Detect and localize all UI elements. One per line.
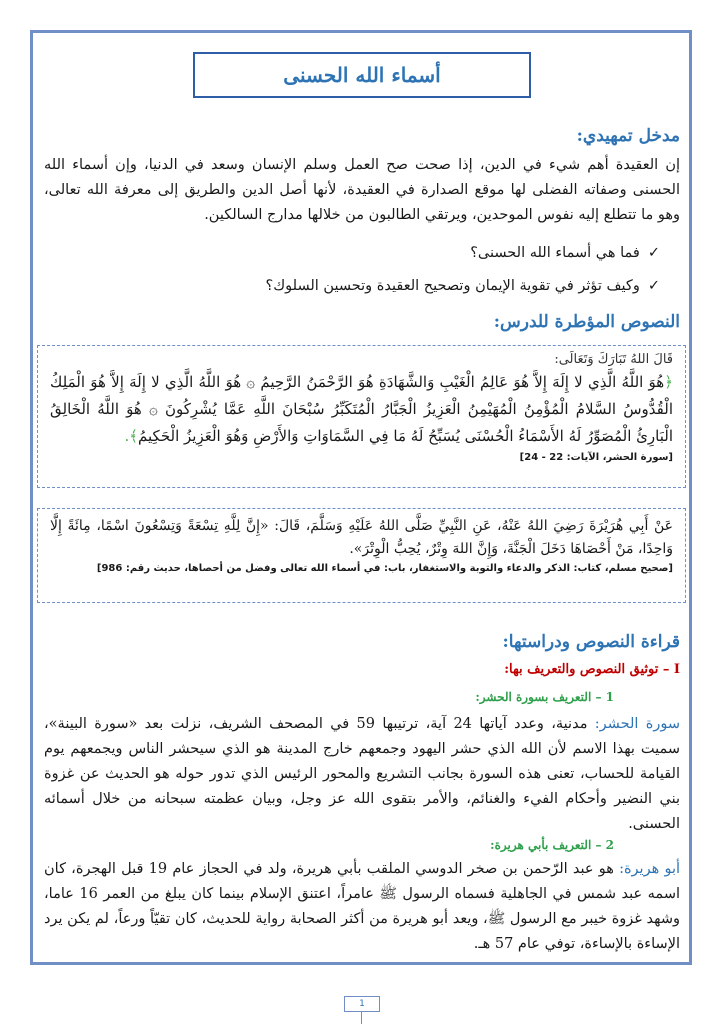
surah-paragraph: سورة الحشر: مدنية، وعدد آياتها 24 آية، ترتيبها 59 في المصحف الشريف، نزلت بعد «سورة البينة»، سميت بهذا الاسم لأن الله الذي حشر اليهود وجمعهم خارج المدينة هو الذي سيحشر الناس ويجمعهم يوم القيامة للحساب، تعنى هذه السورة بجانب التشريع والمحور الرئيس الذي تدور حوله هو الحديث عن غزوة بني النضير وأحكام الفيء والغنائم، والأمر بتقوى الله عز وجل، وبيان عظمته سبحانه من خلال أسمائه الحسنى. — [44, 716, 680, 832]
hadith-box — [37, 508, 686, 603]
page-number: 1 — [344, 996, 380, 1012]
quran-box — [37, 345, 686, 488]
intro-heading: مدخل تمهيدي: — [576, 126, 680, 146]
question-1: ✓فما هي أسماء الله الحسنى؟ — [470, 245, 660, 261]
quran-intro: قَالَ اللهُ تَبَارَكَ وَتَعَالَى: — [554, 352, 673, 367]
section-1-heading: I – توثيق النصوص والتعريف بها: — [504, 662, 680, 677]
page-number-connector — [361, 1012, 362, 1024]
check-icon: ✓ — [647, 245, 660, 261]
surah-heading: 1 – التعريف بسورة الحشر: — [475, 690, 614, 704]
quran-source: [سورة الحشر، الآيات: 22 - 24] — [519, 452, 673, 463]
quran-verses: ﴿هُوَ اللَّهُ الَّذِي لا إِلَهَ إِلاَّ هُوَ عَالِمُ الْغَيْبِ وَالشَّهَادَةِ هُوَ الرَّحْمَنُ الرَّحِيمُ ۞ هُوَ اللَّهُ الَّذِي لا إِلَهَ إِلاَّ هُوَ الْمَلِكُ الْقُدُّوسُ السَّلامُ الْمُؤْمِنُ الْمُهَيْمِنُ الْعَزِيزُ الْجَبَّارُ الْمُتَكَبِّرُ سُبْحَانَ اللَّهِ عَمَّا يُشْرِكُونَ ۞ هُوَ اللَّهُ الْخَالِقُ الْبَارِئُ الْمُصَوِّرُ لَهُ الأَسْمَاءُ الْحُسْنَى يُسَبِّحُ لَهُ مَا فِي السَّمَاوَاتِ وَالأَرْضِ وَهُوَ الْعَزِيزُ الْحَكِيمُ﴾. — [50, 373, 673, 445]
intro-paragraph: إن العقيدة أهم شيء في الدين، إذا صحت صح العمل وسلم الإنسان وسعد في الدنيا، وإن أسماء الله الحسنى وصفاته الفضلى لها موقع الصدارة في العقيدة، لأنها أصل الدين والطريق إلى معرفة الله تعالى، وهو ما تتطلع إليه نفوس الموحدين، ويرتقي الطالبون من خلالها مدارج السالكين. — [44, 157, 680, 223]
reading-heading: قراءة النصوص ودراستها: — [502, 632, 680, 652]
question-2: ✓وكيف تؤثر في تقوية الإيمان وتصحيح العقيدة وتحسين السلوك؟ — [265, 278, 660, 294]
check-icon: ✓ — [647, 278, 660, 294]
texts-heading: النصوص المؤطرة للدرس: — [493, 312, 680, 332]
page-title: أسماء الله الحسنى — [193, 52, 531, 98]
hadith-source: [صحيح مسلم، كتاب: الذكر والدعاء والتوبة والاستغفار، باب: في أسماء الله تعالى وفضل من أحصاها، حديث رقم: 986] — [96, 563, 673, 574]
hadith-text: عَنْ أَبِي هُرَيْرَةَ رَضِيَ اللهُ عَنْهُ، عَنِ النَّبِيِّ صَلَّى اللهُ عَلَيْهِ وَسَلَّمَ، قَالَ: «إِنَّ لِلَّهِ تِسْعَةً وَتِسْعُونَ اسْمًا، مِائَةً إِلَّا وَاحِدًا، مَنْ أَحْصَاهَا دَخَلَ الْجَنَّةَ، وَإِنَّ اللهَ وِتْرٌ، يُحِبُّ الْوِتْرَ». — [50, 518, 673, 557]
abu-hurayra-paragraph: أبو هريرة: هو عبد الرّحمن بن صخر الدوسي الملقب بأبي هريرة، ولد في الحجاز عام 19 قبل الهجرة، كان اسمه عبد شمس في الجاهلية فسماه الرسول ﷺ عامراً، اعتنق الإسلام بينما كان يبلغ من العمر 16 عاما، وشهد غزوة خيبر مع الرسول ﷺ، ويعد أبو هريرة من أكثر الصحابة رواية للحديث، كان تقيّاً ورعاً، لم يكن يرد الإساءة بالإساءة، توفي عام 57 هـ. — [44, 861, 681, 952]
abu-hurayra-heading: 2 – التعريف بأبي هريرة: — [490, 838, 614, 852]
